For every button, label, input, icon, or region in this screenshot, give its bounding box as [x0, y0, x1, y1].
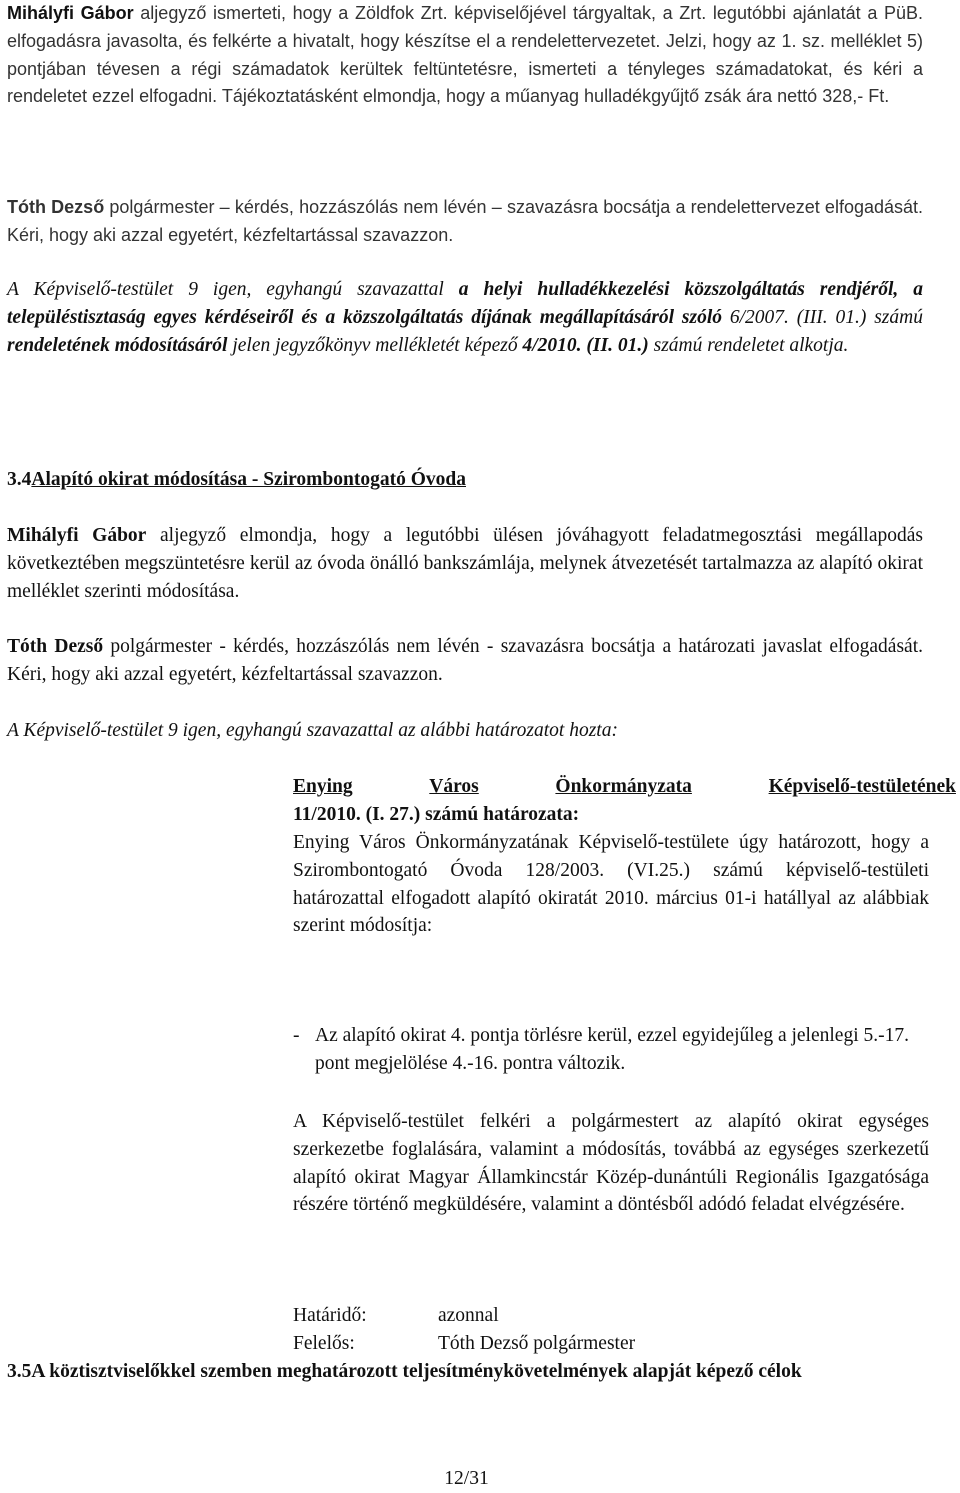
deadline-row	[293, 1302, 499, 1330]
responsible-label: Felelős:	[293, 1333, 355, 1354]
resolution-list-item	[293, 1022, 929, 1078]
decree-annex: jelen jegyzőkönyv mellékletét képező	[227, 334, 523, 356]
title-word: Önkormányzata	[555, 776, 692, 797]
decree-new-number: 4/2010. (II. 01.)	[522, 334, 649, 356]
resolution-request: A Képviselő-testület felkéri a polgármestert az alapító okirat egységes szerkezetbe foglalására, valamint a módosítás, továbbá az egységes szerkezetű alapító okirat Magyar Államkincstár Közép-dunántúli Regionális Igazgatósága részére történő megküldésére, valamint a döntésből adódó feladat elvégzésére.	[293, 1111, 929, 1216]
decree-title: a helyi hulladékkezelési közszolgáltatás rendjéről, a településtisztaság egyes kérdéseiről és a közszolgáltatás díjának megállapításáról szóló	[7, 279, 924, 328]
decree-number: 6/2007. (III. 01.) számú	[722, 306, 923, 328]
responsible-value: Tóth Dezső polgármester	[438, 1333, 636, 1354]
paragraph-text-2: Tájékoztatásként elmondja, hogy a műanyag hulladékgyűjtő zsák ára nettó 328,- Ft.	[217, 86, 890, 107]
resolution-body: Enying Város Önkormányzatának Képviselő-testülete úgy határozott, hogy a Szirombontogató Óvoda 128/2003. (VI.25.) számú képviselő-testületi határozattal elfogadott alapító okiratát 2010. március 01-i hatállyal az alábbiak szerint módosítja:	[293, 832, 929, 937]
section-heading-3-4	[7, 466, 466, 494]
resolution-title-line-2: 11/2010. (I. 27.) számú határozata:	[293, 803, 580, 825]
paragraph-text: polgármester - kérdés, hozzászólás nem lévén - szavazásra bocsátja a határozati javaslat elfogadását. Kéri, hogy aki azzal egyetért, kézfeltartással szavazzon.	[7, 636, 923, 685]
page-number: 12/31	[444, 1468, 489, 1489]
title-word: Város	[429, 776, 479, 797]
paragraph-resolution-intro: A Képviselő-testület 9 igen, egyhangú szavazattal az alábbi határozatot hozta:	[7, 720, 618, 741]
paragraph-bank-account	[7, 522, 923, 605]
paragraph-vote-call	[7, 194, 923, 250]
speaker-name: Mihályfi Gábor	[7, 3, 134, 23]
speaker-name: Tóth Dezső	[7, 197, 105, 217]
speaker-name: Mihályfi Gábor	[7, 525, 147, 546]
resolution-title	[293, 773, 956, 829]
deadline-label: Határidő:	[293, 1305, 367, 1326]
paragraph-text: aljegyző elmondja, hogy a legutóbbi ülésen jóváhagyott feladatmegosztási megállapodás következtében megszüntetésre kerül az óvoda önálló bankszámlája, melynek átvezetését tartalmazza az alapító okirat melléklet szerinti módosítása.	[7, 525, 923, 602]
decree-intro: A Képviselő-testület 9 igen, egyhangú szavazattal	[7, 279, 459, 300]
deadline-value: azonnal	[438, 1305, 499, 1326]
decree-amendment: rendeletének módosításáról	[7, 334, 228, 356]
section-heading-3-5: 3.5A köztisztviselőkkel szemben meghatározott teljesítménykövetelmények alapját képező célok	[7, 1361, 802, 1382]
responsible-row	[293, 1330, 635, 1358]
resolution-title-line-1	[293, 773, 956, 801]
title-word: Enying	[293, 776, 353, 797]
decree-end: számú rendeletet alkotja.	[648, 334, 849, 356]
paragraph-decree	[7, 276, 923, 359]
speaker-name: Tóth Dezső	[7, 636, 104, 657]
paragraph-text: polgármester – kérdés, hozzászólás nem lévén – szavazásra bocsátja a rendelettervezet elfogadását. Kéri, hogy aki azzal egyetért, kézfeltartással szavazzon.	[7, 197, 924, 245]
section-number: 3.4	[7, 469, 32, 490]
title-word: Képviselő-testületének	[768, 776, 956, 797]
paragraph-vote-call-2	[7, 633, 923, 689]
list-dash: -	[293, 1025, 300, 1046]
section-title: Alapító okirat módosítása - Szirombontogató Óvoda	[31, 469, 466, 490]
paragraph-text: aljegyző ismerteti, hogy a Zöldfok Zrt. képviselőjével tárgyaltak, a Zrt. legutóbbi ajánlatát a PüB. elfogadásra javasolta, és felkérte a hivatalt, hogy készítse el a rendelettervezetet. Jelzi, hogy az 1. sz. melléklet 5) pontjában tévesen a régi számadatok kerültek feltüntetésre, ismerteti a tényleges számadatokat, és kéri a rendeletet ezzel elfogadni.	[7, 3, 923, 107]
paragraph-zoldfok	[7, 0, 923, 111]
list-item-text: Az alapító okirat 4. pontja törlésre kerül, ezzel egyidejűleg a jelenlegi 5.-17. pont megjelölése 4.-16. pontra változik.	[315, 1025, 909, 1074]
